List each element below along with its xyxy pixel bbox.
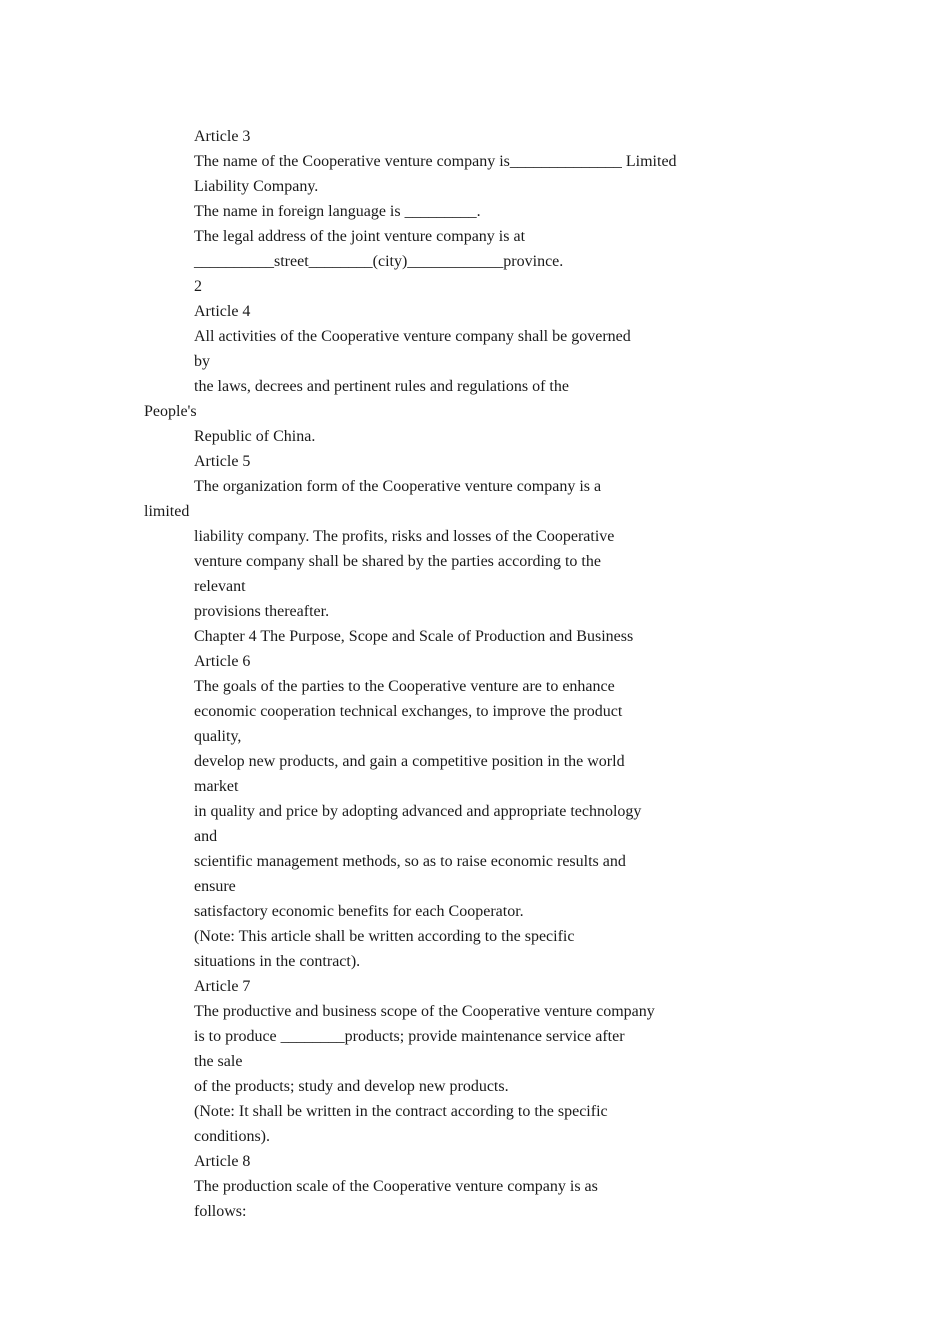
text-line: limited — [144, 503, 190, 520]
text-line: by — [194, 353, 210, 370]
text-line: liability company. The profits, risks and losses of the Cooperative — [194, 528, 615, 545]
text-line: economic cooperation technical exchanges, to improve the product — [194, 703, 623, 720]
note-line: (Note: This article shall be written according to the specific — [194, 928, 575, 945]
text-line: The production scale of the Cooperative venture company is as — [194, 1178, 598, 1195]
article-4-heading: Article 4 — [194, 303, 251, 320]
text-line: the laws, decrees and pertinent rules and regulations of the — [194, 378, 569, 395]
text-line: follows: — [194, 1203, 247, 1220]
text-line: Liability Company. — [194, 178, 319, 195]
text-line: of the products; study and develop new products. — [194, 1078, 509, 1095]
text-line: scientific management methods, so as to raise economic results and — [194, 853, 626, 870]
article-3-heading: Article 3 — [194, 128, 251, 145]
text-line: develop new products, and gain a competitive position in the world — [194, 753, 625, 770]
text-line: People's — [144, 403, 197, 420]
text-line: provisions thereafter. — [194, 603, 330, 620]
chapter-4-heading: Chapter 4 The Purpose, Scope and Scale of Production and Business — [194, 628, 634, 645]
note-line: (Note: It shall be written in the contract according to the specific — [194, 1103, 608, 1120]
article-6-heading: Article 6 — [194, 653, 251, 670]
text-line: and — [194, 828, 218, 845]
text-line: relevant — [194, 578, 246, 595]
text-line: The goals of the parties to the Cooperative venture are to enhance — [194, 678, 615, 695]
page-number: 2 — [194, 278, 202, 295]
article-8-heading: Article 8 — [194, 1153, 251, 1170]
text-line: quality, — [194, 728, 242, 745]
text-line: The name in foreign language is _________. — [194, 203, 481, 220]
text-line: The name of the Cooperative venture company is______________ Limited — [194, 153, 677, 170]
text-line: Republic of China. — [194, 428, 316, 445]
text-line: venture company shall be shared by the parties according to the — [194, 553, 601, 570]
note-line: situations in the contract). — [194, 953, 361, 970]
text-line: The organization form of the Cooperative venture company is a — [194, 478, 602, 495]
text-line: All activities of the Cooperative venture company shall be governed — [194, 328, 631, 345]
text-line: in quality and price by adopting advanced and appropriate technology — [194, 803, 642, 820]
text-line: is to produce ________products; provide maintenance service after — [194, 1028, 625, 1045]
text-line: the sale — [194, 1053, 243, 1070]
text-line: __________street________(city)____________province. — [194, 253, 564, 270]
text-line: The productive and business scope of the Cooperative venture company — [194, 1003, 655, 1020]
text-line: satisfactory economic benefits for each Cooperator. — [194, 903, 524, 920]
note-line: conditions). — [194, 1128, 270, 1145]
text-line: market — [194, 778, 239, 795]
text-line: ensure — [194, 878, 236, 895]
article-7-heading: Article 7 — [194, 978, 251, 995]
text-line: The legal address of the joint venture company is at — [194, 228, 526, 245]
article-5-heading: Article 5 — [194, 453, 251, 470]
